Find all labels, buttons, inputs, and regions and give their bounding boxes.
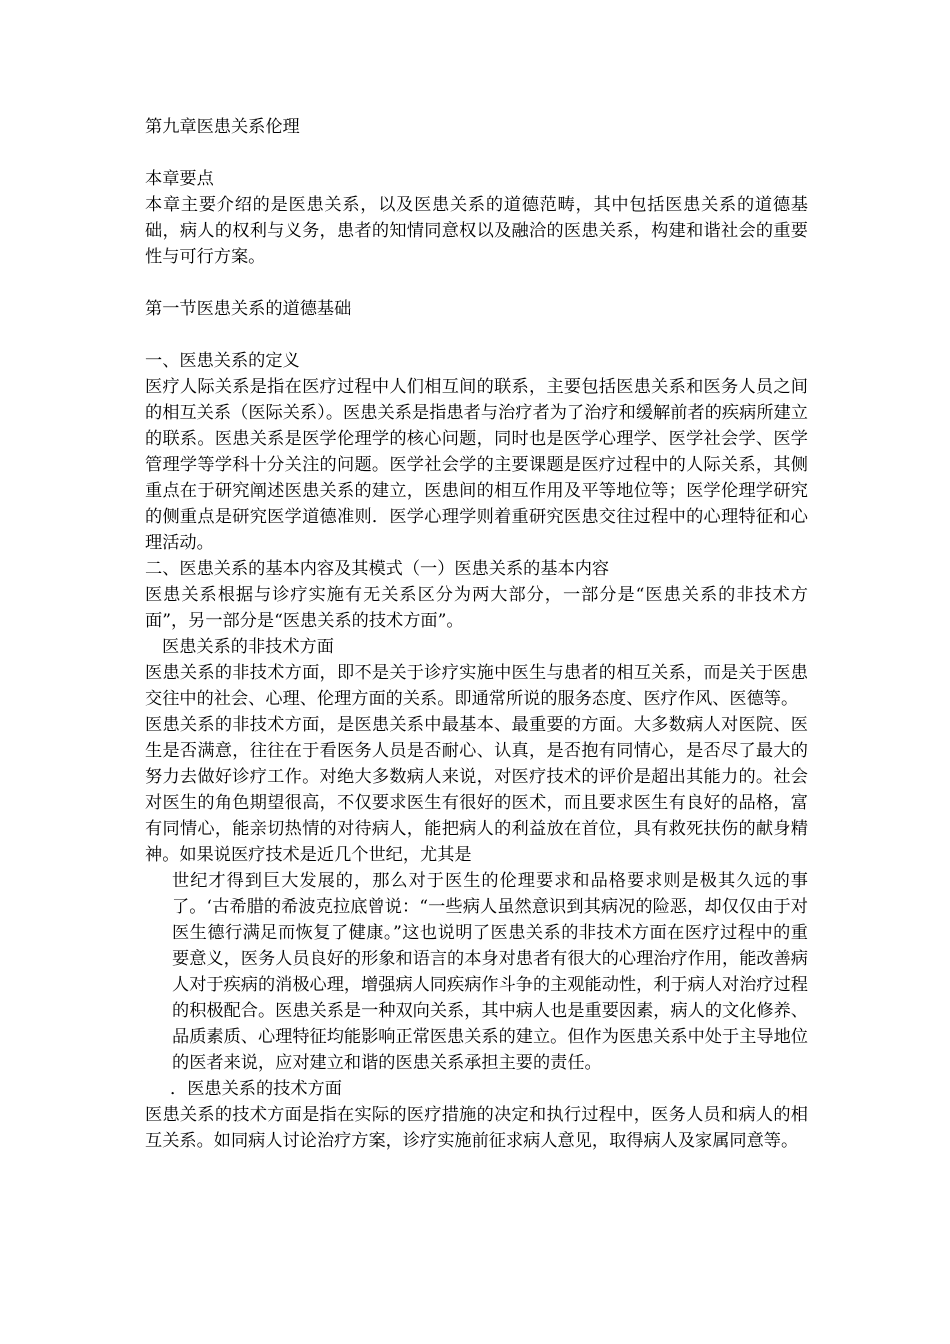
nontechnical-paragraph-2: 医患关系的非技术方面，是医患关系中最基本、最重要的方面。大多数病人对医院、医生是否满意，往往在于看医务人员是否耐心、认真，是否抱有同情心，是否尽了最大的努力去做好诊疗工作。对绝大多数病人来说，对医疗技术的评价是超出其能力的。社会对医生的角色期望很高，不仅要求医生有很好的医术，而且要求医生有良好的品格，富有同情心，能亲切热情的对待病人，能把病人的利益放在首位，具有救死扶伤的献身精神。如果说医疗技术是近几个世纪，尤其是 — [145, 715, 808, 865]
section-title: 第一节医患关系的道德基础 — [145, 299, 352, 319]
key-points-heading: 本章要点 — [145, 169, 214, 189]
subsection-heading-content: 二、医患关系的基本内容及其模式（一）医患关系的基本内容 — [145, 559, 610, 579]
definition-paragraph: 医疗人际关系是指在医疗过程中人们相互间的联系，主要包括医患关系和医务人员之间的相互关系（医际关系）。医患关系是指患者与治疗者为了治疗和缓解前者的疾病所建立的联系。医患关系是医学伦理学的核心问题，同时也是医学心理学、医学社会学、医学管理学等学科十分关注的问题。医学社会学的主要课题是医疗过程中的人际关系，其侧重点在于研究阐述医患关系的建立，医患间的相互作用及平等地位等；医学伦理学研究的侧重点是研究医学道德准则．医学心理学则着重研究医患交往过程中的心理特征和心理活动。 — [145, 377, 808, 553]
spacer — [145, 322, 808, 348]
technical-heading: ．医患关系的技术方面 — [170, 1079, 342, 1099]
spacer — [145, 270, 808, 296]
nontechnical-heading: 医患关系的非技术方面 — [162, 637, 334, 657]
nontechnical-paragraph-1: 医患关系的非技术方面，即不是关于诊疗实施中医生与患者的相互关系，而是关于医患交往中的社会、心理、伦理方面的关系。即通常所说的服务态度、医疗作风、医德等。 — [145, 663, 808, 709]
chapter-title: 第九章医患关系伦理 — [145, 117, 300, 137]
content-paragraph: 医患关系根据与诊疗实施有无关系区分为两大部分，一部分是“医患关系的非技术方面”，另一部分是“医患关系的技术方面”。 — [145, 585, 808, 631]
key-points-paragraph: 本章主要介绍的是医患关系，以及医患关系的道德范畴，其中包括医患关系的道德基础，病人的权利与义务，患者的知情同意权以及融洽的医患关系，构建和谐社会的重要性与可行方案。 — [145, 195, 808, 267]
document-page — [145, 114, 808, 1154]
spacer — [145, 140, 808, 166]
nontechnical-paragraph-3: 世纪才得到巨大发展的，那么对于医生的伦理要求和品格要求则是极其久远的事了。‘古希腊的希波克拉底曾说：“一些病人虽然意识到其病况的险恶，却仅仅由于对医生德行满足而恢复了健康。”这也说明了医患关系的非技术方面在医疗过程中的重要意义，医务人员良好的形象和语言的本身对患者有很大的心理治疗作用，能改善病人对于疾病的消极心理，增强病人同疾病作斗争的主观能动性，利于病人对治疗过程的积极配合。医患关系是一种双向关系，其中病人也是重要因素，病人的文化修养、品质素质、心理特征均能影响正常医患关系的建立。但作为医患关系中处于主导地位的医者来说，应对建立和谐的医患关系承担主要的责任。 — [172, 871, 808, 1073]
technical-paragraph: 医患关系的技术方面是指在实际的医疗措施的决定和执行过程中，医务人员和病人的相互关系。如同病人讨论治疗方案，诊疗实施前征求病人意见，取得病人及家属同意等。 — [145, 1105, 808, 1151]
subsection-heading-definition: 一、医患关系的定义 — [145, 351, 300, 371]
